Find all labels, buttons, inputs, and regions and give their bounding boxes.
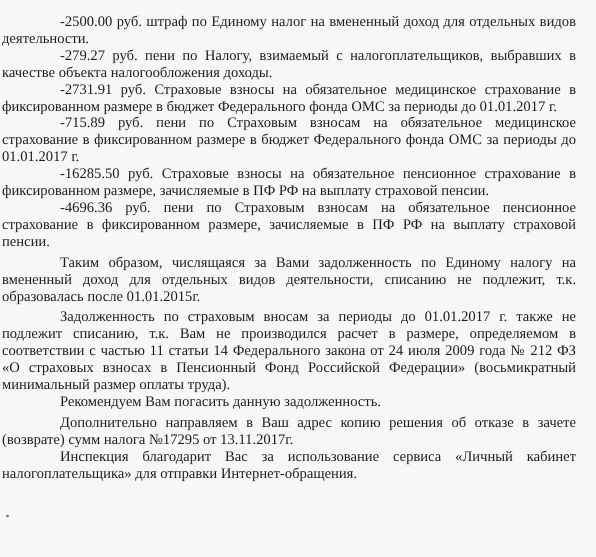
paragraph-oms-contributions: -2731.91 руб. Страховые взносы на обязательное медицинское страхование в фиксированном размере в бюджет Федерального фонда ОМС за периоды до 01.01.2017 г. bbox=[2, 81, 576, 115]
paragraph-penalty-usn: -279.27 руб. пени по Налогу, взимаемый с налогоплательщиков, выбравших в качестве объекта налогообложения доходы. bbox=[2, 47, 576, 81]
paragraph-thanks: Инспекция благодарит Вас за использование сервиса «Личный кабинет налогоплательщика» для отправки Интернет-обращения. bbox=[2, 448, 576, 482]
paragraph-pension-penalty: -4696.36 руб. пени по Страховым взносам на обязательное пенсионное страхование в фиксированном размере, зачисляемые в ПФ РФ на выплату страховой пенсии. bbox=[2, 199, 576, 250]
paragraph-envd-not-written-off: Таким образом, числящаяся за Вами задолженность по Единому налогу на вмененный доход для отдельных видов деятельности, списанию не подлежит, т.к. образовалась после 01.01.2015г. bbox=[2, 254, 576, 305]
paragraph-recommendation: Рекомендуем Вам погасить данную задолженность. bbox=[60, 393, 382, 410]
paragraph-fine-envd: -2500.00 руб. штраф по Единому налог на вмененный доход для отдельных видов деятельности. bbox=[2, 14, 576, 47]
paragraph-insurance-not-written-off: Задолженность по страховым вносам за периоды до 01.01.2017 г. также не подлежит списанию, т.к. Вам не производился расчет в размере, определяемом в соответствии с частью 11 статьи 14 Федерального закона от 24 июля 2009 года № 212 ФЗ «О страховых взносах в Пенсионный Фонд Российской Федерации» (восьмикратный минимальный размер оплаты труда). bbox=[2, 309, 576, 394]
paragraph-oms-penalty: -715.89 руб. пени по Страховым взносам на обязательное медицинское страхование в фиксированном размере в бюджет Федерального фонда ОМС за периоды до 01.01.2017 г. bbox=[2, 115, 576, 166]
paper-speck bbox=[6, 515, 10, 518]
paragraph-pension-contributions: -16285.50 руб. Страховые взносы на обязательное пенсионное страхование в фиксированном размере, зачисляемые в ПФ РФ на выплату страховой пенсии. bbox=[2, 166, 576, 200]
document-body bbox=[2, 14, 576, 482]
paragraph-decision-copy: Дополнительно направляем в Ваш адрес копию решения об отказе в зачете (возврате) сумм налога №17295 от 13.11.2017г. bbox=[2, 414, 576, 448]
